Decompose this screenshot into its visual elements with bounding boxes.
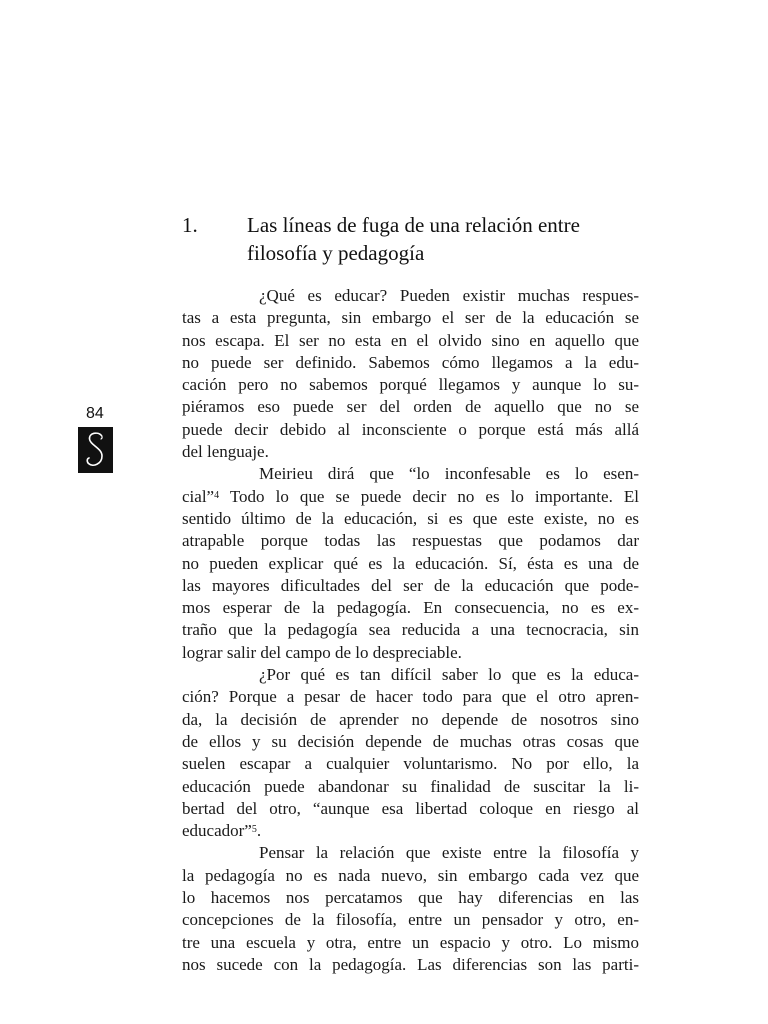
text-line: tre una escuela y otra, entre un espacio y otro. Lo mismo: [182, 932, 639, 952]
body-text: [182, 285, 639, 976]
text-line: da, la decisión de aprender no depende de nosotros sino: [182, 709, 639, 729]
text-line: ción? Porque a pesar de hacer todo para que el otro apren-: [182, 687, 639, 707]
section-title: [247, 211, 642, 267]
text-line: nos sucede con la pedagogía. Las diferencias son las parti-: [182, 954, 639, 974]
text-line: concepciones de la filosofía, entre un pensador y otro, en-: [182, 910, 639, 930]
text-fragment: .: [256, 821, 262, 841]
text-line: Pensar la relación que existe entre la filosofía y: [259, 843, 639, 863]
journal-logo-mark: [78, 427, 113, 473]
text-fragment: Todo lo que se puede decir no es lo importante. El: [219, 486, 639, 506]
text-line: [182, 486, 639, 508]
text-line: puede decir debido al inconsciente o porque está más allá: [182, 419, 639, 439]
text-line: piéramos eso puede ser del orden de aquello que no se: [182, 397, 639, 417]
section-title-line: filosofía y pedagogía: [247, 241, 425, 265]
text-line: mos esperar de la pedagogía. En consecuencia, no es ex-: [182, 598, 639, 618]
text-line: tas a esta pregunta, sin embargo el ser de la educación se: [182, 308, 639, 328]
text-line: no puede ser definido. Sabemos cómo llegamos a la edu-: [182, 352, 639, 372]
text-fragment: cial”: [182, 486, 215, 506]
text-line: atrapable porque todas las respuestas que podamos dar: [182, 531, 639, 551]
paragraph: [182, 463, 639, 664]
text-line: suelen escapar a cualquier voluntarismo. No por ello, la: [182, 754, 639, 774]
footnote-ref: 5: [251, 824, 257, 836]
journal-logo: [78, 427, 113, 473]
footnote-ref: 4: [214, 489, 220, 501]
text-line: las mayores dificultades del ser de la educación que pode-: [182, 575, 639, 595]
text-line: lo hacemos nos percatamos que hay diferencias en las: [182, 888, 639, 908]
text-line: no pueden explicar qué es la educación. Sí, ésta es una de: [182, 553, 639, 573]
text-line: sentido último de la educación, si es que este existe, no es: [182, 508, 639, 528]
text-line: ¿Qué es educar? Pueden existir muchas respues-: [259, 286, 639, 305]
text-line: educación puede abandonar su finalidad de suscitar la li-: [182, 776, 639, 796]
section-title-line: Las líneas de fuga de una relación entre: [247, 213, 580, 237]
text-line: Meirieu dirá que “lo inconfesable es lo esen-: [259, 464, 639, 484]
text-line: ¿Por qué es tan difícil saber lo que es la educa-: [259, 665, 639, 685]
text-line: lograr salir del campo de lo despreciable.: [182, 642, 462, 662]
text-line: bertad del otro, “aunque esa libertad coloque en riesgo al: [182, 798, 639, 818]
text-line: del lenguaje.: [182, 442, 269, 462]
paragraph: [182, 842, 639, 976]
paragraph: [182, 285, 639, 463]
text-line: traño que la pedagogía sea reducida a una tecnocracia, sin: [182, 620, 639, 640]
text-line: cación pero no sabemos porqué llegamos y aunque lo su-: [182, 375, 639, 395]
text-line: la pedagogía no es nada nuevo, sin embargo cada vez que: [182, 865, 639, 885]
text-line: de ellos y su decisión depende de muchas otras cosas que: [182, 731, 639, 751]
paragraph: [182, 664, 639, 842]
text-fragment: educador”: [182, 821, 252, 841]
section-number: 1.: [182, 213, 198, 237]
text-line: [182, 820, 639, 842]
page-number: 84: [86, 405, 104, 422]
text-line: nos escapa. El ser no esta en el olvido sino en aquello que: [182, 330, 639, 350]
